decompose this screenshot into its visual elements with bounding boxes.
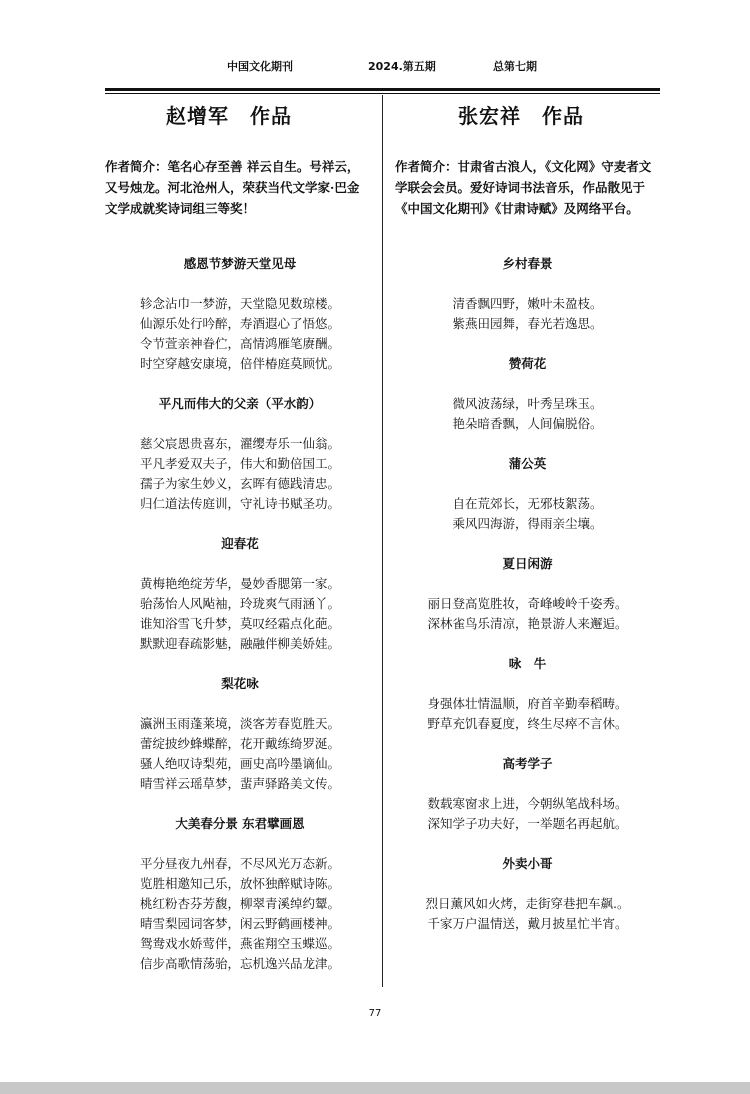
poem bbox=[105, 394, 375, 514]
poem bbox=[105, 534, 375, 654]
poem-line: 平分昼夜九州春，不尽风光万态新。 bbox=[139, 856, 340, 871]
poem-line: 微风波荡绿，叶秀呈珠玉。 bbox=[452, 396, 603, 411]
page-number: 77 bbox=[368, 1008, 382, 1019]
poem-title: 感恩节梦游天堂见母 bbox=[183, 256, 297, 271]
poem-line: 信步高歌情荡骀，忘机逸兴品龙津。 bbox=[139, 956, 340, 971]
bottom-bar bbox=[0, 1082, 750, 1094]
header-rule-thin bbox=[105, 93, 660, 94]
page-header bbox=[0, 58, 750, 74]
poem-line: 乘风四海游，得雨亲尘壤。 bbox=[452, 516, 603, 531]
poem-line: 千家万户温情送，戴月披星忙半宵。 bbox=[427, 916, 628, 931]
poem-line: 轸念沾巾一梦游，天堂隐见数琼楼。 bbox=[139, 296, 340, 311]
poem-line: 艳朵暗香飘，人间偏脱俗。 bbox=[452, 416, 603, 431]
poem-line: 晴雪祥云瑶草梦，蜚声驿路美文传。 bbox=[139, 776, 340, 791]
poem bbox=[105, 254, 375, 374]
issue-label: 2024.第五期 bbox=[368, 60, 436, 73]
poem-title: 迎春花 bbox=[221, 536, 259, 551]
right-poems-column bbox=[395, 254, 660, 954]
poem-line: 瀛洲玉雨蓬莱境，淡客芳春览胜天。 bbox=[139, 716, 340, 731]
poem-line: 数载寒窗求上进，今朝纵笔战科场。 bbox=[427, 796, 628, 811]
poem-line: 鸳鸯戏水娇莺伴，燕雀翔空玉蝶巡。 bbox=[139, 936, 340, 951]
poem bbox=[395, 254, 660, 334]
right-author-intro: 作者简介：甘肃省古浪人，《文化网》守麦者文学联会会员。爱好诗词书法音乐，作品散见于《中国文化期刊》《甘肃诗赋》及网络平台。 bbox=[395, 159, 652, 216]
poem-line: 清香飘四野，嫩叶未盈枝。 bbox=[452, 296, 603, 311]
poem bbox=[395, 454, 660, 534]
column-divider bbox=[382, 95, 383, 987]
poem-title: 平凡而伟大的父亲（平水韵） bbox=[158, 396, 322, 411]
poem bbox=[395, 854, 660, 934]
poem-line: 深林雀鸟乐清凉，艳景游人来邂逅。 bbox=[427, 616, 628, 631]
left-author-intro: 作者简介：笔名心存至善 祥云自生。号祥云，又号烛龙。河北沧州人，荣获当代文学家·巴金文学成就奖诗词组三等奖！ bbox=[105, 159, 360, 216]
poem-line: 烈日薰风如火烤，走街穿巷把车飙.。 bbox=[425, 896, 630, 911]
poem bbox=[395, 354, 660, 434]
poem-line: 桃红粉杏芬芳馥，柳翠青溪绰约颦。 bbox=[139, 896, 340, 911]
poem-line: 紫燕田园舞，春光若逸思。 bbox=[452, 316, 603, 331]
poem-title: 赞荷花 bbox=[508, 356, 547, 371]
poem-title: 乡村春景 bbox=[502, 256, 553, 271]
poem bbox=[395, 554, 660, 634]
poem-line: 谁知浴雪飞升梦，莫叹经霜点化葩。 bbox=[139, 616, 340, 631]
poem-title: 大美春分景 东君擘画恩 bbox=[175, 816, 305, 831]
poem-line: 骚人绝叹诗梨苑，画史高吟墨谪仙。 bbox=[139, 756, 340, 771]
poem-title: 梨花咏 bbox=[221, 676, 259, 691]
poem bbox=[395, 654, 660, 734]
poem-line: 默默迎春疏影魅，融融伴柳美娇娃。 bbox=[139, 636, 340, 651]
poem-line: 野草充饥春夏度，终生尽瘁不言休。 bbox=[427, 716, 628, 731]
poem-title: 咏 牛 bbox=[508, 656, 547, 671]
journal-name: 中国文化期刊 bbox=[227, 60, 293, 73]
left-author-heading: 赵增军 作品 bbox=[166, 104, 292, 128]
total-issue-label: 总第七期 bbox=[493, 60, 537, 73]
left-poems-column bbox=[105, 254, 375, 994]
poem-line: 仙源乐处行吟醉，寿酒遐心了悟悠。 bbox=[139, 316, 340, 331]
poem-line: 孺子为家生妙义，玄晖有德践清忠。 bbox=[139, 476, 340, 491]
poem-line: 晴雪梨园词客梦，闲云野鹤画楼神。 bbox=[139, 916, 340, 931]
poem-title: 外卖小哥 bbox=[502, 856, 553, 871]
poem-line: 平凡孝爱双夫子，伟大和勤倍国工。 bbox=[139, 456, 340, 471]
poem-line: 归仁道法传庭训，守礼诗书赋圣功。 bbox=[139, 496, 340, 511]
poem-title: 夏日闲游 bbox=[502, 556, 553, 571]
poem-title: 高考学子 bbox=[502, 756, 553, 771]
poem-line: 深知学子功夫好，一举题名再起航。 bbox=[427, 816, 628, 831]
poem-line: 身强体壮情温顺，府首辛勤奉稻畴。 bbox=[427, 696, 628, 711]
poem-line: 时空穿越安康境，倍伴椿庭莫顾忧。 bbox=[139, 356, 340, 371]
poem-title: 蒲公英 bbox=[508, 456, 547, 471]
poem bbox=[105, 814, 375, 974]
right-author-heading: 张宏祥 作品 bbox=[458, 104, 584, 128]
poem-line: 黄梅艳绝绽芳华，曼妙香腮第一家。 bbox=[139, 576, 340, 591]
poem-line: 自在荒郊长，无邪枝絮荡。 bbox=[452, 496, 603, 511]
poem bbox=[105, 674, 375, 794]
header-rule bbox=[105, 88, 660, 91]
poem-line: 令节萱亲神眷伫，高情鸿雁笔赓酬。 bbox=[139, 336, 340, 351]
poem bbox=[395, 754, 660, 834]
poem-line: 慈父宸恩贵喜东，濯缨寿乐一仙翁。 bbox=[139, 436, 340, 451]
poem-line: 骀荡怡人风飐袖，玲珑爽气雨涵丫。 bbox=[139, 596, 340, 611]
poem-line: 览胜相邀知己乐，放怀独醉赋诗陈。 bbox=[139, 876, 340, 891]
poem-line: 蕾绽披纱蜂蝶醉，花开戴练绮罗涎。 bbox=[139, 736, 340, 751]
poem-line: 丽日登高览胜妆，奇峰峻岭千姿秀。 bbox=[427, 596, 628, 611]
